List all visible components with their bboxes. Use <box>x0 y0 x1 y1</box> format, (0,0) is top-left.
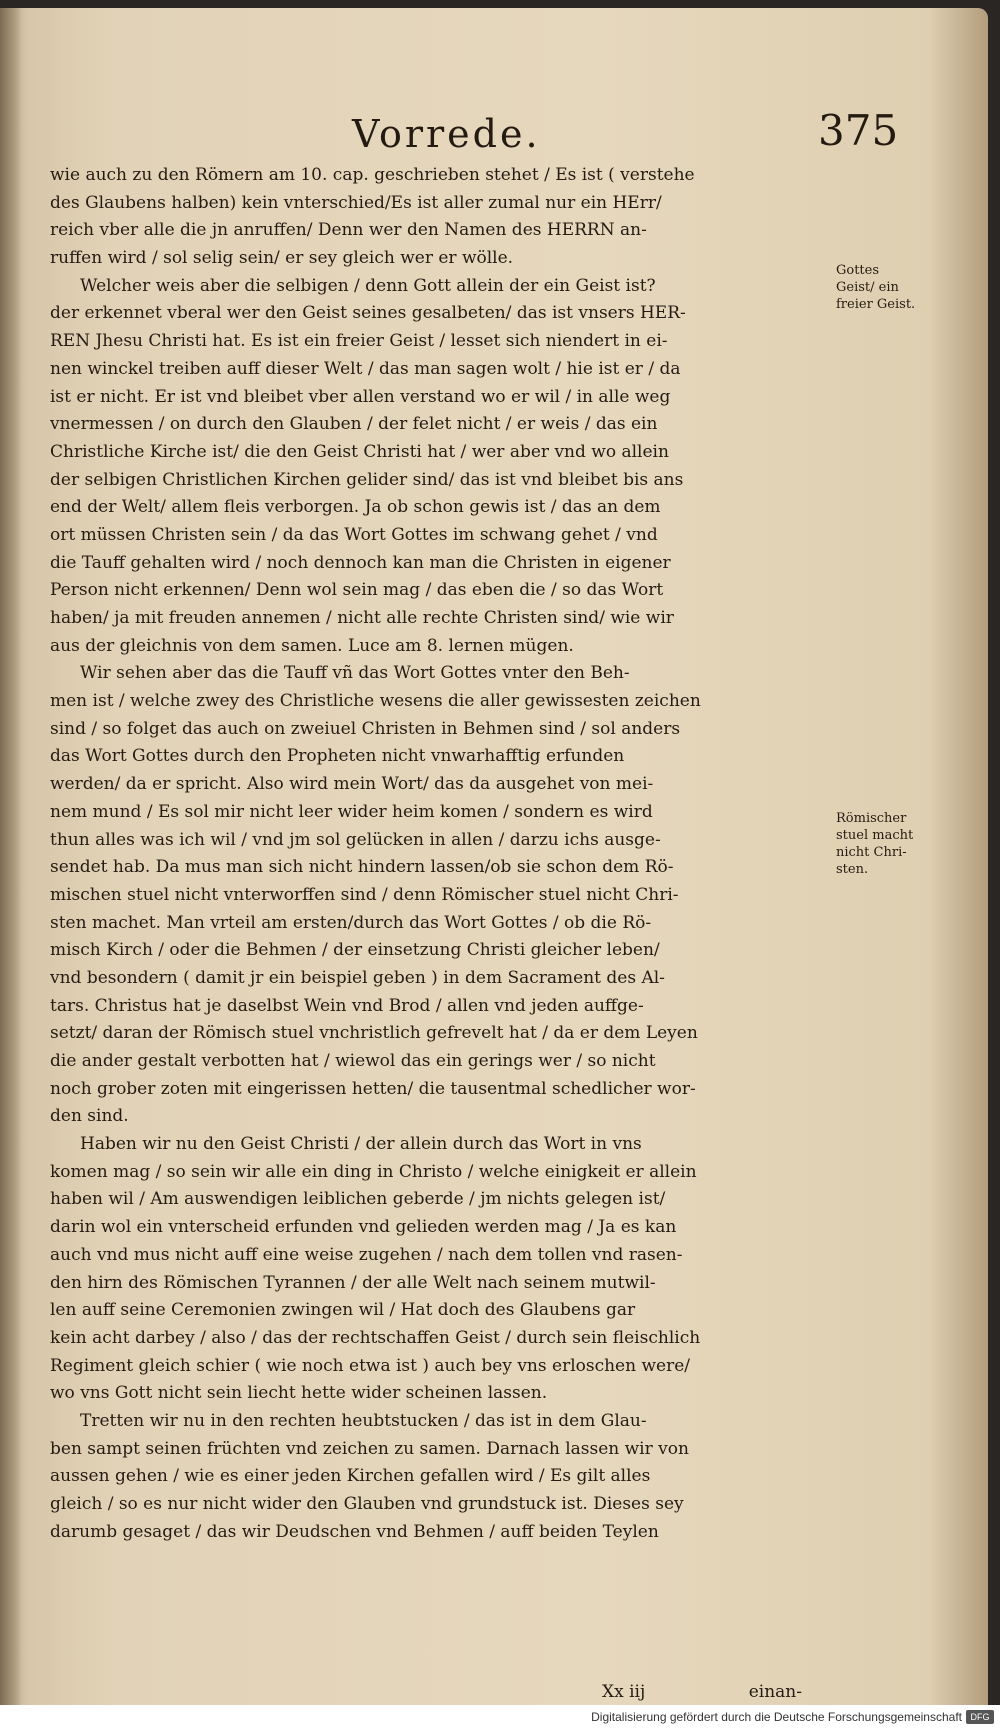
text-line: die ander gestalt verbotten hat / wiewol das ein gerings wer / so nicht <box>50 1051 656 1071</box>
text-line: haben/ ja mit freuden annemen / nicht alle rechte Christen sind/ wie wir <box>50 608 674 628</box>
text-line: Christliche Kirche ist/ die den Geist Christi hat / wer aber vnd wo allein <box>50 441 669 462</box>
text-line: gleich / so es nur nicht wider den Glauben vnd grundstuck ist. Dieses sey <box>50 1494 684 1514</box>
text-line: ist er nicht. Er ist vnd bleibet vber allen verstand wo er wil / in alle weg <box>50 386 671 407</box>
marginal-note-line: nicht Chri- <box>836 845 907 860</box>
text-line: thun alles was ich wil / vnd jm sol gelücken in allen / darzu ichs ausge- <box>50 829 661 850</box>
text-line: reich vber alle die jn anruffen/ Denn wer den Namen des HERRN an- <box>50 220 647 241</box>
text-line: des Glaubens halben) kein vnterschied/Es ist aller zumal nur ein HErr/ <box>50 192 662 213</box>
text-line: werden/ da er spricht. Also wird mein Wort/ das da ausgehet von mei- <box>50 774 654 795</box>
text-line: aus der gleichnis von dem samen. Luce am 8. lernen mügen. <box>50 635 574 656</box>
page-header <box>320 106 920 162</box>
text-line: tars. Christus hat je daselbst Wein vnd Brod / allen vnd jeden auffge- <box>50 995 644 1016</box>
text-line: men ist / welche zwey des Christliche wesens die aller gewissesten zeichen <box>50 691 701 712</box>
text-line: der selbigen Christlichen Kirchen gelider sind/ das ist vnd bleibet bis ans <box>50 469 684 490</box>
marginal-note-line: Gottes <box>836 263 880 278</box>
page-gutter <box>0 8 22 1705</box>
text-line: sind / so folget das auch on zweiuel Christen in Behmen sind / sol anders <box>50 718 681 739</box>
main-text-block <box>50 162 828 1546</box>
text-line: ort müssen Christen sein / da das Wort Gottes im schwang gehet / vnd <box>50 524 658 545</box>
text-line: Wir sehen aber das die Tauff vñ das Wort Gottes vnter den Beh- <box>80 663 630 684</box>
text-line: Haben wir nu den Geist Christi / der allein durch das Wort in vns <box>80 1134 642 1155</box>
marginal-note-roemischer-stuel <box>836 810 946 878</box>
text-line: len auff seine Ceremonien zwingen wil / Hat doch des Glaubens gar <box>50 1300 636 1321</box>
text-line: vnermessen / on durch den Glauben / der felet nicht / er weis / das ein <box>50 414 658 435</box>
text-line: aussen gehen / wie es einer jeden Kirchen gefallen wird / Es gilt alles <box>50 1466 651 1487</box>
text-line: sten machet. Man vrteil am ersten/durch das Wort Gottes / ob die Rö- <box>50 912 652 933</box>
text-line: den hirn des Römischen Tyrannen / der alle Welt nach seinem mutwil- <box>50 1272 656 1293</box>
text-line: darumb gesaget / das wir Deudschen vnd Behmen / auff beiden Teylen <box>50 1521 659 1542</box>
running-head: Vorrede. <box>352 112 541 156</box>
signature-line <box>602 1682 802 1702</box>
text-line: haben wil / Am auswendigen leiblichen geberde / jm nichts gelegen ist/ <box>50 1189 666 1210</box>
text-line: mischen stuel nicht vnterworffen sind / denn Römischer stuel nicht Chri- <box>50 884 679 905</box>
text-line: die Tauff gehalten wird / noch dennoch kan man die Christen in eigener <box>50 552 671 573</box>
text-line: nen winckel treiben auff dieser Welt / das man sagen wolt / hie ist er / da <box>50 358 681 379</box>
text-line: auch vnd mus nicht auff eine weise zugehen / nach dem tollen vnd rasen- <box>50 1244 683 1265</box>
text-line: end der Welt/ allem fleis verborgen. Ja ob schon gewis ist / das an dem <box>50 497 661 518</box>
marginal-note-gottes-geist <box>836 262 946 313</box>
text-line: nem mund / Es sol mir nicht leer wider heim komen / sondern es wird <box>50 801 653 822</box>
text-line: vnd besondern ( damit jr ein beispiel geben ) in dem Sacrament des Al- <box>50 967 665 988</box>
marginal-note-line: Geist/ ein <box>836 280 899 295</box>
text-line: Regiment gleich schier ( wie noch etwa ist ) auch bey vns erloschen were/ <box>50 1355 690 1376</box>
marginal-note-line: stuel macht <box>836 828 914 843</box>
footer-credit: Digitalisierung gefördert durch die Deutsche Forschungsgemeinschaft <box>591 1710 962 1724</box>
text-line: den sind. <box>50 1106 129 1127</box>
text-line: Welcher weis aber die selbigen / denn Gott allein der ein Geist ist? <box>80 275 656 296</box>
text-line: komen mag / so sein wir alle ein ding in Christo / welche einigkeit er allein <box>50 1161 697 1182</box>
marginal-note-line: sten. <box>836 862 869 877</box>
text-line: kein acht darbey / also / das der rechtschaffen Geist / durch sein fleischlich <box>50 1327 701 1348</box>
catchword: einan- <box>748 1682 802 1702</box>
text-line: ruffen wird / sol selig sein/ er sey gleich wer er wölle. <box>50 248 514 269</box>
text-line: setzt/ daran der Römisch stuel vnchristlich gefrevelt hat / da er dem Leyen <box>50 1023 698 1044</box>
text-line: Person nicht erkennen/ Denn wol sein mag / das eben die / so das Wort <box>50 580 664 601</box>
digitization-footer <box>0 1705 1000 1730</box>
text-line: REN Jhesu Christi hat. Es ist ein freier Geist / lesset sich niendert in ei- <box>50 331 668 352</box>
text-line: das Wort Gottes durch den Propheten nicht vnwarhafftig erfunden <box>50 746 625 767</box>
text-line: misch Kirch / oder die Behmen / der einsetzung Christi gleicher leben/ <box>50 940 660 961</box>
text-line: darin wol ein vnterscheid erfunden vnd gelieden werden mag / Ja es kan <box>50 1217 677 1238</box>
signature-mark: Xx iij <box>602 1682 646 1702</box>
text-line: Tretten wir nu in den rechten heubtstucken / das ist in dem Glau- <box>80 1410 647 1431</box>
marginal-note-line: Römischer <box>836 811 907 826</box>
marginal-note-line: freier Geist. <box>836 297 916 312</box>
page-number: 375 <box>818 106 899 155</box>
text-line: noch grober zoten mit eingerissen hetten/ die tausentmal schedlicher wor- <box>50 1078 696 1099</box>
text-line: wie auch zu den Römern am 10. cap. geschrieben stehet / Es ist ( verstehe <box>50 165 695 185</box>
text-line: ben sampt seinen früchten vnd zeichen zu samen. Darnach lassen wir von <box>50 1438 689 1459</box>
text-line: sendet hab. Da mus man sich nicht hindern lassen/ob sie schon dem Rö- <box>50 857 674 878</box>
text-line: wo vns Gott nicht sein liecht hette wider scheinen lassen. <box>50 1383 548 1404</box>
dfg-logo: DFG <box>966 1710 994 1724</box>
text-line: der erkennet vberal wer den Geist seines gesalbeten/ das ist vnsers HER- <box>50 303 686 324</box>
